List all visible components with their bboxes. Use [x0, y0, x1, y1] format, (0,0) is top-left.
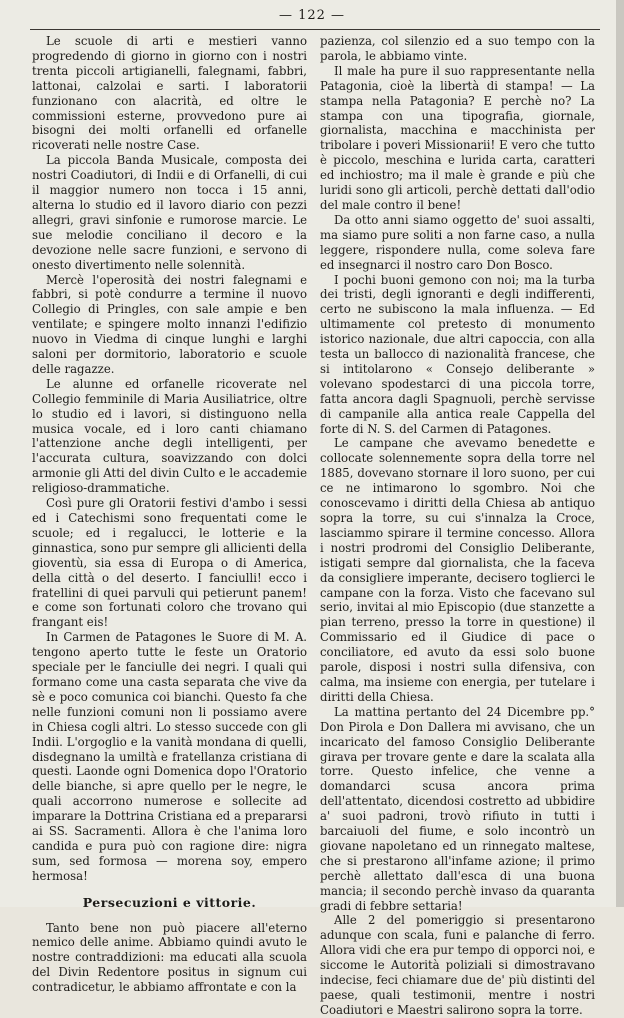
paragraph-continued: pazienza, col silenzio ed a suo tempo con la parola, le abbiamo vinte.	[320, 34, 595, 63]
left-column	[32, 34, 307, 995]
paragraph: La mattina pertanto del 24 Dicembre pp.° Don Pirola e Don Dallera mi avvisano, che un incaricato del famoso Consiglio Deliberante girava per trovare gente e dare la scalata alla torre. Questo infelice, che venne a domandarci scusa ancora prima dell'attentato, dicendosi costretto ad ubbidire a' suoi padroni, trovò rifiuto in tutti i barcaiuoli del fiume, e solo incontrò un giovane napoletano ed un rinnegato maltese, che si prestarono all'infame azione; il primo perchè allettato dall'esca di una buona mancia; il secondo perchè invaso da quaranta gradi di febbre settaria!	[320, 704, 595, 913]
paragraph: Mercè l'operosità dei nostri falegnami e fabbri, si potè condurre a termine il nuovo Collegio di Pringles, con sale ampie e ben ventilate; e spingere molto innanzi l'edifizio nuovo in Viedma di cinque lunghi e larghi saloni per dormitorio, laboratorio e scuole delle ragazze.	[32, 272, 307, 376]
paragraph: In Carmen de Patagones le Suore di M. A. tengono aperto tutte le feste un Oratorio speciale per le fanciulle dei negri. I quali qui formano come una casta separata che vive da sè e poco comunica coi bianchi. Questo fa che nelle funzioni comuni non li possiamo avere in Chiesa cogli altri. Lo stesso succede con gli Indii. L'orgoglio e la vanità mondana di quelli, disdegnano la umiltà e fratellanza cristiana di questi. Laonde ogni Domenica dopo l'Oratorio delle bianche, si apre quello per le negre, le quali accorrono numerose e sollecite ad imparare la Dottrina Cristiana ed a prepararsi ai SS. Sacramenti. Allora è che l'anima loro candida e pura può con ragione dire: nigra sum, sed formosa — morena soy, empero hermosa!	[32, 630, 307, 883]
paragraph: Il male ha pure il suo rappresentante nella Patagonia, cioè la libertà di stampa! — La stampa nella Patagonia? E perchè no? La stampa con una tipografia, giornale, giornalista, macchina e macchinista per tribolare i poveri Missionarii! E vero che tutto è piccolo, meschina e lurida carta, caratteri ed inchiostro; ma il male è grande e più che luridi sono gli articoli, perchè dettati dall'odio del male contro il bene!	[320, 63, 595, 212]
paragraph: Le alunne ed orfanelle ricoverate nel Collegio femminile di Maria Ausiliatrice, oltre lo studio ed i lavori, si distinguono nella musica vocale, ed i loro canti chiamano l'attenzione anche degli intelligenti, per l'accurata cultura, soavizzando con dolci armonie gli Atti del divin Culto e le accademie religioso-drammatiche.	[32, 376, 307, 496]
header-rule	[30, 29, 600, 30]
page-edge	[616, 0, 624, 907]
right-column	[320, 34, 595, 1018]
paragraph: Da otto anni siamo oggetto de' suoi assalti, ma siamo pure soliti a non farne caso, a nulla leggere, rispondere nulla, come soleva fare ed insegnarci il nostro caro Don Bosco.	[320, 212, 595, 272]
paragraph: Le campane che avevamo benedette e collocate solennemente sopra della torre nel 1885, dovevano stornare il loro suono, per cui ce ne intimarono lo sgombro. Noi che conoscevamo i diritti della Chiesa ab antiquo sopra la torre, su cui s'innalza la Croce, lasciammo spirare il termine concesso. Allora i nostri prodromi del Consiglio Deliberante, istigati sempre dal giornalista, che la faceva da consigliere imperante, decisero toglierci le campane con la forza. Visto che facevano sul serio, invitai al mio Episcopio (due stanzette a pian terreno, presso la torre in questione) il Commissario ed il Giudice di pace o conciliatore, ed avuto da essi solo buone parole, disposi i nostri sulla difensiva, con calma, ma insieme con energia, per tutelare i diritti della Chiesa.	[320, 436, 595, 704]
paragraph: Alle 2 del pomeriggio si presentarono adunque con scala, funi e palanche di ferro. Allora vidi che era pur tempo di opporci noi, e siccome le Autorità poliziali si dimostravano indecise, feci chiamare due de' più distinti del paese, quali testimonii, mentre i nostri Coadiutori e Maestri salirono sopra la torre.	[320, 913, 595, 1017]
paragraph: Così pure gli Oratorii festivi d'ambo i sessi ed i Catechismi sono frequentati come le scuole; ed i regalucci, le lotterie e la ginnastica, sono pur sempre gli allicienti della gioventù, sia essa di Europa o di America, della città o del deserto. I fanciulli! ecco i fratellini di quei parvuli qui petierunt panem! e come son fortunati coloro che trovano qui frangant eis!	[32, 496, 307, 630]
paragraph: Tanto bene non può piacere all'eterno nemico delle anime. Abbiamo quindi avuto le nostre contraddizioni: ma educati alla scuola del Divin Redentore positus in signum cui contradicetur, le abbiamo affrontate e con la	[32, 920, 307, 995]
section-heading: Persecuzioni e vittorie.	[82, 894, 257, 910]
paragraph: La piccola Banda Musicale, composta dei nostri Coadiutori, di Indii e di Orfanelli, di cui il maggior numero non tocca i 15 anni, alterna lo studio ed il lavoro diario con pezzi allegri, gravi sinfonie e rumorose marcie. Le sue melodie conciliano il decoro e la devozione nelle sacre funzioni, e servono di onesto divertimento nelle solennità.	[32, 153, 307, 272]
paragraph: Le scuole di arti e mestieri vanno progredendo di giorno in giorno con i nostri trenta piccoli artigianelli, falegnami, fabbri, lattonai, calzolai e sarti. I laboratorii funzionano con alacrità, ed oltre le commissioni esterne, provvedono pure ai bisogni dei molti orfanelli ed orfanelle ricoverati nelle nostre Case.	[32, 34, 307, 153]
page-number: — 122 —	[278, 8, 346, 23]
paragraph: I pochi buoni gemono con noi; ma la turba dei tristi, degli ignoranti e degli indifferenti, certo ne subiscono la mala influenza. — Ed ultimamente col pretesto di monumento istorico nazionale, due altri capoccia, con alla testa un ballocco di nazionalità francese, che si intitolarono « Consejo deliberante » volevano spodestarci di una piccola torre, fatta ancora dagli Spagnuoli, perchè servisse di campanile alla antica reale Cappella del forte di N. S. del Carmen di Patagones.	[320, 272, 595, 436]
